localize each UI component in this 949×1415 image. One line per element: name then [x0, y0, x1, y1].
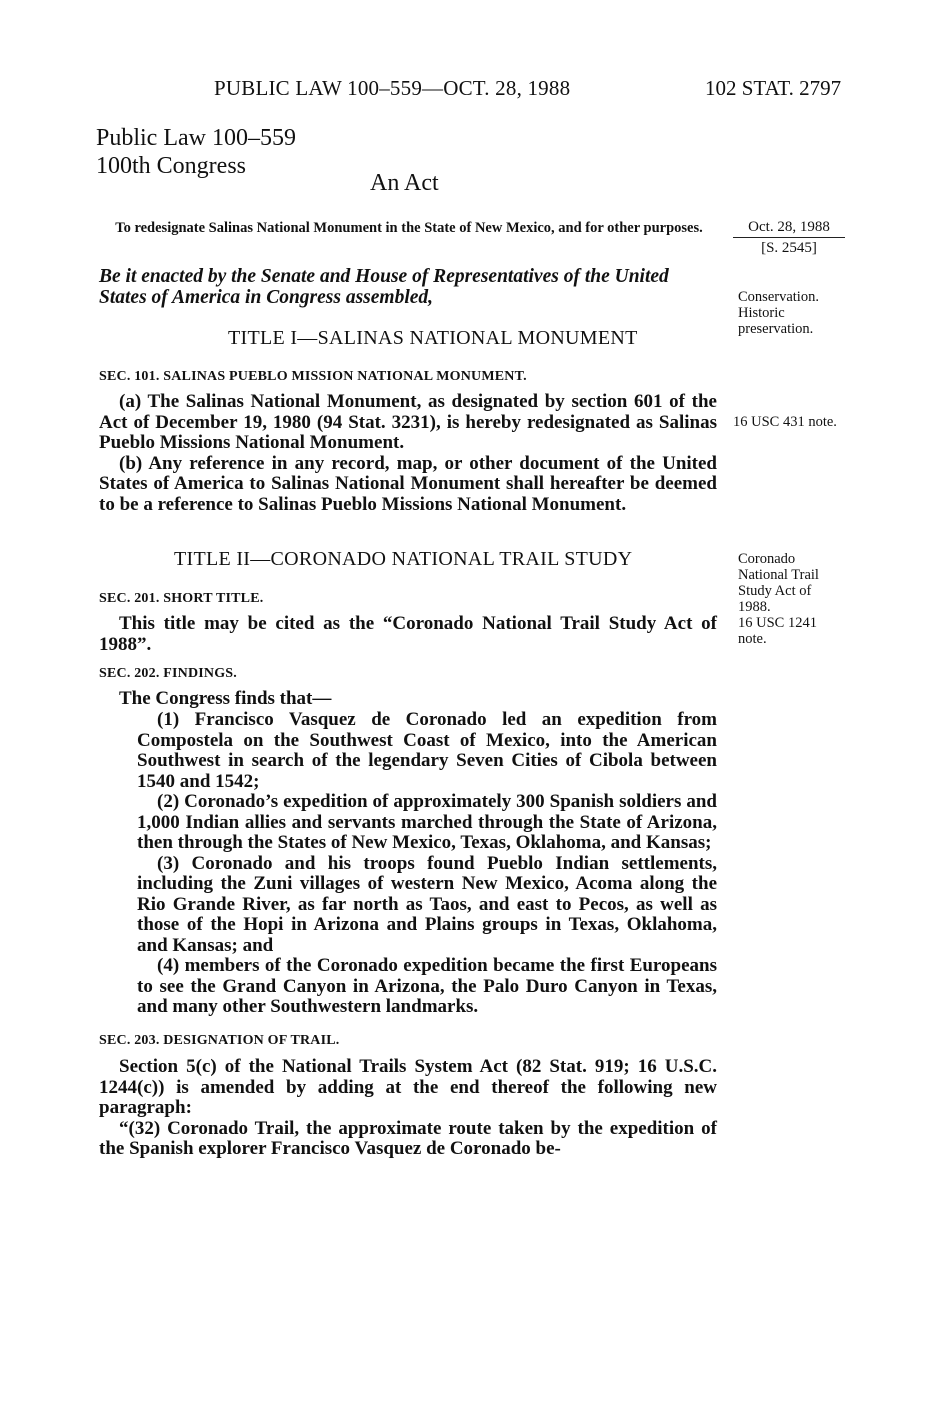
margin-line: Study Act of — [738, 583, 812, 599]
sec-202-heading: SEC. 202. FINDINGS. — [99, 666, 237, 681]
sec-201-heading: SEC. 201. SHORT TITLE. — [99, 591, 264, 606]
findings-list — [137, 710, 717, 1018]
finding-item: (3) Coronado and his troops found Pueblo Indian settlements, including the Zuni villages of western New Mexico, Acoma along the Rio Grande River, as far north as Taos, and east to Pecos, as well as those of the Hopi in Arizona and Plains groups in Texas, Oklahoma, and Kansas; and — [137, 852, 717, 956]
sec-101-b: (b) Any reference in any record, map, or other document of the United States of America to Salinas National Monument shall hereafter be deemed to be a reference to Salinas Pueblo Missions National Monument. — [99, 452, 717, 515]
law-identification — [96, 124, 296, 180]
sec-101-heading: SEC. 101. SALINAS PUEBLO MISSION NATIONAL MONUMENT. — [99, 369, 527, 384]
sec-202-intro — [99, 689, 717, 710]
margin-line: 16 USC 1241 — [738, 615, 817, 631]
margin-line: Coronado — [738, 551, 796, 567]
act-label: An Act — [370, 170, 439, 196]
margin-note-usc-431: 16 USC 431 note. — [733, 414, 837, 430]
sec-201-text: This title may be cited as the “Coronado National Trail Study Act of 1988”. — [99, 613, 717, 655]
margin-line: Historic — [738, 305, 785, 321]
running-head: PUBLIC LAW 100–559—OCT. 28, 1988 — [214, 76, 571, 100]
title-2-heading: TITLE II—CORONADO NATIONAL TRAIL STUDY — [174, 548, 633, 570]
bill-number: [S. 2545] — [761, 240, 817, 256]
sec-101-a: (a) The Salinas National Monument, as designated by section 601 of the Act of December 19, 1980 (94 Stat. 3231), is hereby redesignated as Salinas Pueblo Missions National Monument. — [99, 391, 717, 453]
sec-203-paragraph: “(32) Coronado Trail, the approximate route taken by the expedition of the Spanish explorer Francisco Vasquez de Coronado be- — [99, 1117, 717, 1159]
enacting-clause: Be it enacted by the Senate and House of Representatives of the United States of America in Congress assembled, — [99, 266, 669, 308]
margin-note-conservation — [738, 289, 858, 337]
public-law-number: Public Law 100–559 — [96, 125, 296, 151]
finding-item: (1) Francisco Vasquez de Coronado led an expedition from Compostela on the Southwest Coast of Mexico, into the American Southwest in search of the legendary Seven Cities of Cibola between 1540 and 1542; — [137, 709, 717, 792]
enactment-date: Oct. 28, 1988 — [733, 219, 845, 238]
stat-page-number: 102 STAT. 2797 — [705, 76, 842, 100]
sec-101-body — [99, 392, 717, 515]
title-1-heading: TITLE I—SALINAS NATIONAL MONUMENT — [228, 327, 638, 349]
finding-item: (4) members of the Coronado expedition became the first Europeans to see the Grand Canyon in Arizona, the Palo Duro Canyon in Texas, and many other Southwestern landmarks. — [137, 955, 717, 1017]
purpose-clause: To redesignate Salinas National Monument in the State of New Mexico, and for other purposes. — [115, 220, 703, 236]
sec-203-heading: SEC. 203. DESIGNATION OF TRAIL. — [99, 1033, 340, 1048]
sec-201-body — [99, 614, 717, 655]
sec-202-intro-text: The Congress finds that— — [119, 688, 332, 709]
margin-line: note. — [738, 631, 767, 647]
finding-item: (2) Coronado’s expedition of approximately 300 Spanish soldiers and 1,000 Indian allies and servants marched through the State of Arizona, then through the States of New Mexico, Texas, Oklahoma, and Kansas; — [137, 791, 717, 853]
margin-note-coronado-act — [738, 551, 858, 647]
sec-203-text: Section 5(c) of the National Trails System Act (82 Stat. 919; 16 U.S.C. 1244(c)) is amended by adding at the end thereof the following new paragraph: — [99, 1056, 717, 1118]
date-block — [733, 219, 845, 257]
congress-number: 100th Congress — [96, 153, 246, 179]
margin-line: Conservation. — [738, 289, 819, 305]
sec-203-body — [99, 1057, 717, 1160]
margin-line: preservation. — [738, 321, 814, 337]
margin-line: 1988. — [738, 599, 771, 615]
margin-line: National Trail — [738, 567, 819, 583]
